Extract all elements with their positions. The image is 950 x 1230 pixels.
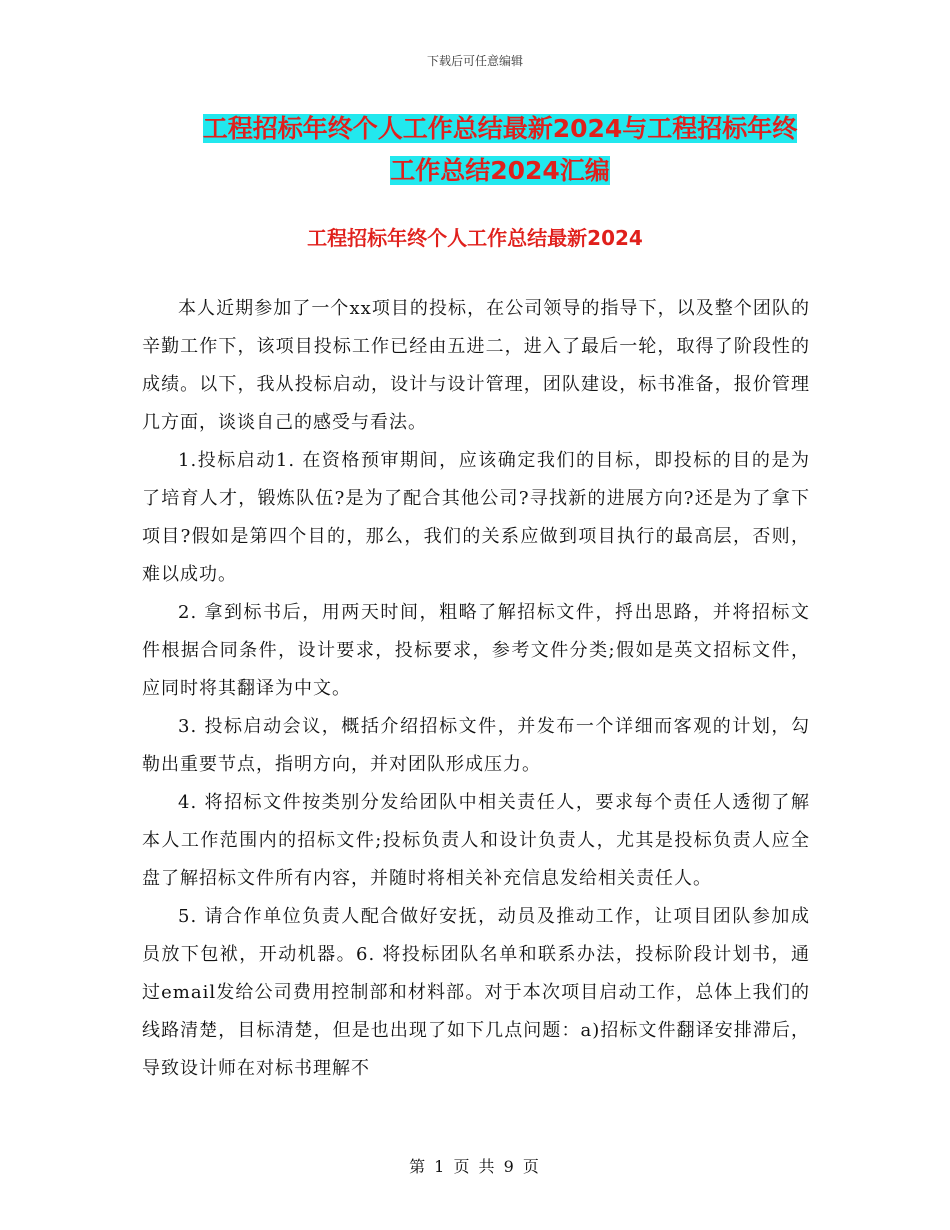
paragraph-intro: 本人近期参加了一个xx项目的投标，在公司领导的指导下，以及整个团队的辛勤工作下，该项目投标工作已经由五进二，进入了最后一轮，取得了阶段性的成绩。以下，我从投标启动，设计与设计管理，团队建设，标书准备，报价管理几方面，谈谈自己的感受与看法。 [142, 298, 810, 433]
paragraph-5: 5. 请合作单位负责人配合做好安抚，动员及推动工作，让项目团队参加成员放下包袱，开动机器。6. 将投标团队名单和联系办法，投标阶段计划书，通过email发给公司费用控制部和材料部。对于本次项目启动工作，总体上我们的线路清楚，目标清楚，但是也出现了如下几点问题：a)招标文件翻译安排滞后，导致设计师在对标书理解不 [142, 906, 810, 1079]
body-text [142, 290, 810, 1088]
sub-title: 工程招标年终个人工作总结最新2024 [307, 226, 643, 250]
header-note: 下载后可任意编辑 [426, 54, 523, 68]
main-title [140, 108, 860, 192]
paragraph-1: 1.投标启动1. 在资格预审期间，应该确定我们的目标，即投标的目的是为了培育人才，锻炼队伍?是为了配合其他公司?寻找新的进展方向?还是为了拿下项目?假如是第四个目的，那么，我们的关系应做到项目执行的最高层，否则，难以成功。 [142, 450, 810, 585]
paragraph-4: 4. 将招标文件按类别分发给团队中相关责任人，要求每个责任人透彻了解本人工作范围内的招标文件;投标负责人和设计负责人，尤其是投标负责人应全盘了解招标文件所有内容，并随时将相关补充信息发给相关责任人。 [142, 792, 810, 889]
paragraph-2: 2. 拿到标书后，用两天时间，粗略了解招标文件，捋出思路，并将招标文件根据合同条件，设计要求，投标要求，参考文件分类;假如是英文招标文件，应同时将其翻译为中文。 [142, 602, 810, 699]
main-title-line1: 工程招标年终个人工作总结最新2024与工程招标年终 [202, 114, 798, 143]
paragraph-3: 3. 投标启动会议，概括介绍招标文件，并发布一个详细而客观的计划，勾勒出重要节点，指明方向，并对团队形成压力。 [142, 716, 810, 775]
main-title-line2: 工作总结2024汇编 [390, 156, 610, 185]
page-footer: 第 1 页 共 9 页 [409, 1157, 541, 1176]
